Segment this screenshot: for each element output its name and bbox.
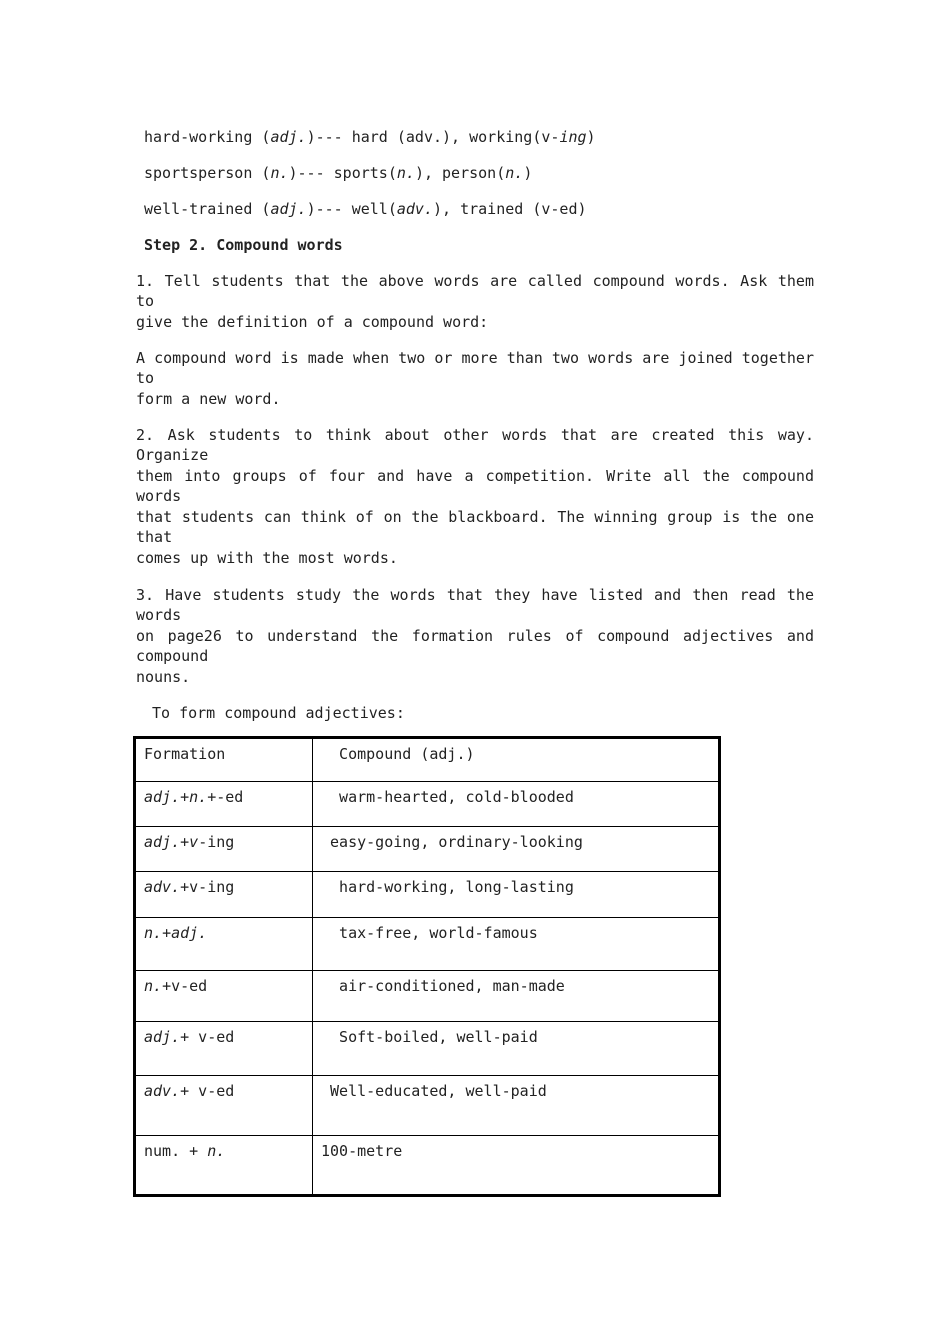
paragraph-4-line-2: on page26 to understand the formation rules of compound adjectives and compound (136, 627, 814, 665)
table-row (135, 1022, 720, 1076)
compound-cell: 100-metre (313, 1136, 720, 1196)
paragraph-4-line-3: nouns. (136, 668, 191, 686)
compound-cell: Soft-boiled, well-paid (313, 1022, 720, 1076)
header-compound: Compound (adj.) (313, 738, 720, 782)
table-header-row (135, 738, 720, 782)
intro-line-2: sportsperson (n.)--- sports(n.), person(n.) (144, 164, 533, 182)
table-row (135, 1076, 720, 1136)
compound-cell: easy-going, ordinary-looking (313, 827, 720, 872)
compound-cell: tax-free, world-famous (313, 918, 720, 971)
intro-line-3: well-trained (adj.)--- well(adv.), trained (v-ed) (144, 200, 587, 218)
table-row (135, 1136, 720, 1196)
table-row (135, 918, 720, 971)
formation-cell: adv.+v-ing (135, 872, 313, 918)
step-heading: Step 2. Compound words (144, 236, 343, 254)
paragraph-3-line-3: that students can think of on the blackboard. The winning group is the one that (136, 508, 814, 546)
compound-cell: hard-working, long-lasting (313, 872, 720, 918)
table-row (135, 872, 720, 918)
table-row (135, 782, 720, 827)
paragraph-3-line-1: 2. Ask students to think about other words that are created this way. Organize (136, 426, 814, 464)
table-row (135, 971, 720, 1022)
formation-cell: num. + n. (135, 1136, 313, 1196)
paragraph-2-line-1: A compound word is made when two or more than two words are joined together to (136, 349, 814, 387)
table-row (135, 827, 720, 872)
formation-cell: n.+adj. (135, 918, 313, 971)
table-intro: To form compound adjectives: (152, 704, 405, 722)
header-formation: Formation (135, 738, 313, 782)
paragraph-4-line-1: 3. Have students study the words that they have listed and then read the words (136, 586, 814, 624)
intro-line-1: hard-working (adj.)--- hard (adv.), working(v-ing) (144, 128, 596, 146)
formation-cell: adv.+ v-ed (135, 1076, 313, 1136)
paragraph-1-line-2: give the definition of a compound word: (136, 313, 489, 331)
compound-cell: Well-educated, well-paid (313, 1076, 720, 1136)
paragraph-2-line-2: form a new word. (136, 390, 281, 408)
compound-adjectives-table (133, 736, 721, 1197)
formation-cell: adj.+n.+-ed (135, 782, 313, 827)
compound-cell: air-conditioned, man-made (313, 971, 720, 1022)
formation-cell: adj.+ v-ed (135, 1022, 313, 1076)
paragraph-1-line-1: 1. Tell students that the above words are called compound words. Ask them to (136, 272, 814, 310)
paragraph-3-line-2: them into groups of four and have a competition. Write all the compound words (136, 467, 814, 505)
formation-cell: adj.+v-ing (135, 827, 313, 872)
paragraph-3-line-4: comes up with the most words. (136, 549, 398, 567)
formation-cell: n.+v-ed (135, 971, 313, 1022)
compound-cell: warm-hearted, cold-blooded (313, 782, 720, 827)
